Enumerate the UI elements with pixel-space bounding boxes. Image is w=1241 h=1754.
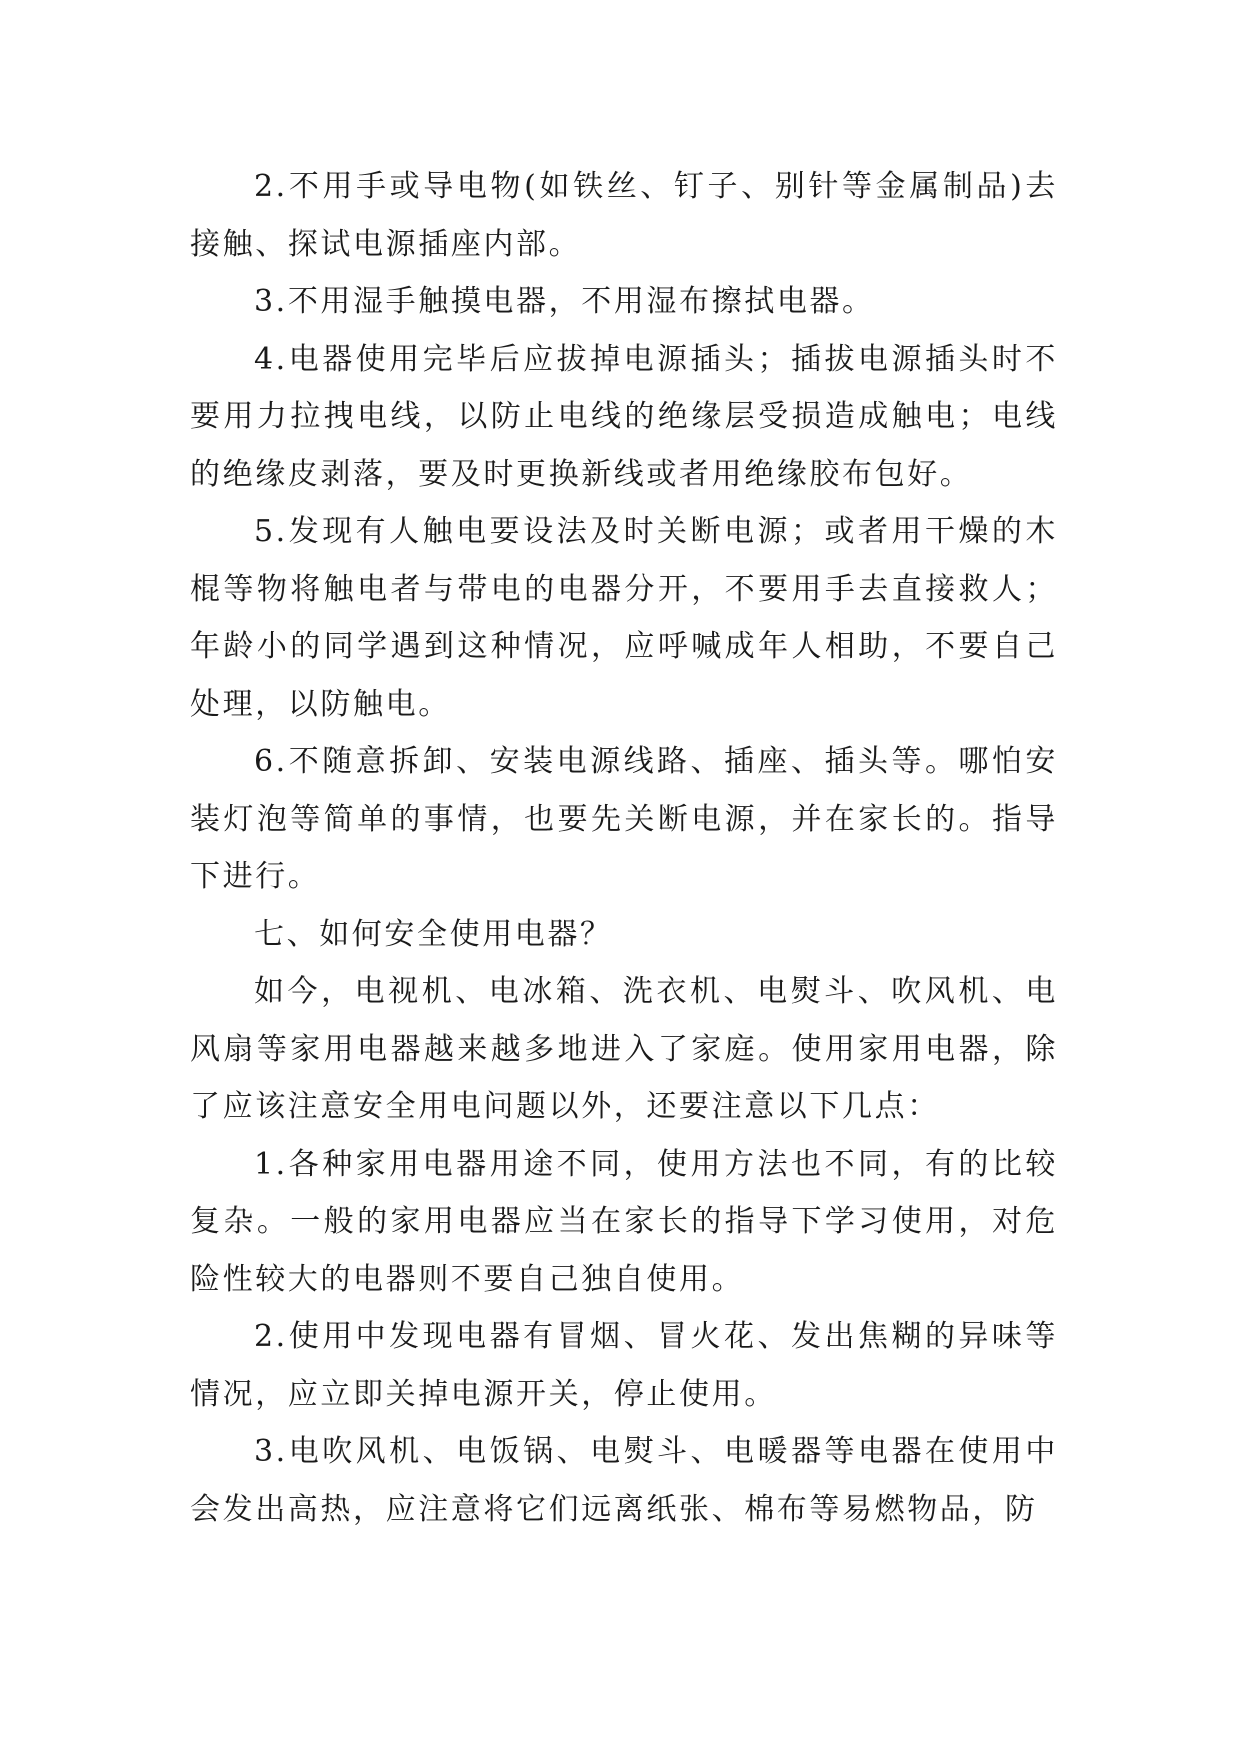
section-heading: 七、如何安全使用电器？: [254, 916, 613, 952]
list-item-no-disassembly: 6.不随意拆卸、安装电源线路、插座、插头等。哪怕安装灯泡等简单的事情，也要先关断电源，并在家长的。指导下进行。: [190, 744, 1058, 894]
document-body: [190, 158, 1058, 1538]
list-item-rescue: 5.发现有人触电要设法及时关断电源；或者用干燥的木棍等物将触电者与带电的电器分开，不要用手去直接救人；年龄小的同学遇到这种情况，应呼喊成年人相助，不要自己处理，以防触电。: [190, 514, 1058, 722]
list-item-heat-appliances: 3.电吹风机、电饭锅、电熨斗、电暖器等电器在使用中会发出高热，应注意将它们远离纸张、棉布等易燃物品，防: [190, 1434, 1058, 1527]
list-item-plug-removal: 4.电器使用完毕后应拔掉电源插头；插拔电源插头时不要用力拉拽电线，以防止电线的绝缘层受损造成触电；电线的绝缘皮剥落，要及时更换新线或者用绝缘胶布包好。: [190, 341, 1058, 492]
list-item-smoke-stop: 2.使用中发现电器有冒烟、冒火花、发出焦糊的异味等情况，应立即关掉电源开关，停止使用。: [190, 1319, 1058, 1412]
section-intro: 如今，电视机、电冰箱、洗衣机、电熨斗、吹风机、电风扇等家用电器越来越多地进入了家庭。使用家用电器，除了应该注意安全用电问题以外，还要注意以下几点：: [190, 974, 1058, 1124]
list-item-unplug-safety: 2.不用手或导电物(如铁丝、钉子、别针等金属制品)去接触、探试电源插座内部。: [190, 169, 1058, 262]
list-item-wet-hands: 3.不用湿手触摸电器，不用湿布擦拭电器。: [254, 284, 875, 319]
list-item-learn-usage: 1.各种家用电器用途不同，使用方法也不同，有的比较复杂。一般的家用电器应当在家长的指导下学习使用，对危险性较大的电器则不要自己独自使用。: [190, 1146, 1058, 1297]
